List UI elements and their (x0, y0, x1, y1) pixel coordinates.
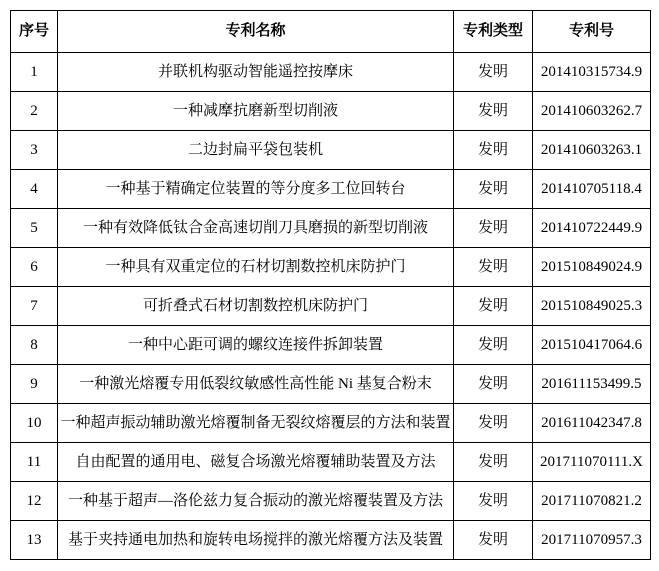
patent-type-cell: 发明 (454, 209, 533, 248)
patent-type-cell: 发明 (454, 482, 533, 521)
header-patent-name: 专利名称 (58, 11, 454, 53)
row-index-cell: 5 (11, 209, 58, 248)
patent-name-cell: 并联机构驱动智能遥控按摩床 (58, 53, 454, 92)
table-row (11, 170, 651, 209)
table-row (11, 326, 651, 365)
patent-name-cell: 一种中心距可调的螺纹连接件拆卸装置 (58, 326, 454, 365)
patent-number-cell: 201611042347.8 (533, 404, 651, 443)
patent-name-cell: 二边封扁平袋包装机 (58, 131, 454, 170)
patent-number-cell: 201410705118.4 (533, 170, 651, 209)
row-index-cell: 10 (11, 404, 58, 443)
patent-name-cell: 基于夹持通电加热和旋转电场搅拌的激光熔覆方法及装置 (58, 521, 454, 560)
patent-type-cell: 发明 (454, 365, 533, 404)
table-row (11, 365, 651, 404)
header-row (11, 11, 651, 53)
patent-type-cell: 发明 (454, 131, 533, 170)
table-body (11, 53, 651, 560)
patent-number-cell: 201611153499.5 (533, 365, 651, 404)
patent-name-cell: 一种基于超声—洛伦兹力复合振动的激光熔覆装置及方法 (58, 482, 454, 521)
patent-number-cell: 201510849024.9 (533, 248, 651, 287)
patent-number-cell: 201510849025.3 (533, 287, 651, 326)
patent-type-cell: 发明 (454, 248, 533, 287)
patent-name-cell: 一种具有双重定位的石材切割数控机床防护门 (58, 248, 454, 287)
patent-name-cell: 一种超声振动辅助激光熔覆制备无裂纹熔覆层的方法和装置 (58, 404, 454, 443)
patent-type-cell: 发明 (454, 404, 533, 443)
patent-number-cell: 201711070957.3 (533, 521, 651, 560)
row-index-cell: 8 (11, 326, 58, 365)
patent-table (10, 10, 651, 560)
patent-type-cell: 发明 (454, 53, 533, 92)
patent-number-cell: 201410603262.7 (533, 92, 651, 131)
row-index-cell: 7 (11, 287, 58, 326)
table-row (11, 404, 651, 443)
patent-name-cell: 自由配置的通用电、磁复合场激光熔覆辅助装置及方法 (58, 443, 454, 482)
patent-number-cell: 201711070821.2 (533, 482, 651, 521)
patent-name-cell: 一种基于精确定位装置的等分度多工位回转台 (58, 170, 454, 209)
row-index-cell: 2 (11, 92, 58, 131)
patent-number-cell: 201410722449.9 (533, 209, 651, 248)
patent-name-cell: 可折叠式石材切割数控机床防护门 (58, 287, 454, 326)
table-row (11, 482, 651, 521)
row-index-cell: 1 (11, 53, 58, 92)
row-index-cell: 6 (11, 248, 58, 287)
patent-number-cell: 201410315734.9 (533, 53, 651, 92)
patent-number-cell: 201410603263.1 (533, 131, 651, 170)
patent-type-cell: 发明 (454, 170, 533, 209)
row-index-cell: 9 (11, 365, 58, 404)
table-row (11, 92, 651, 131)
patent-type-cell: 发明 (454, 92, 533, 131)
patent-number-cell: 201510417064.6 (533, 326, 651, 365)
patent-type-cell: 发明 (454, 287, 533, 326)
patent-number-cell: 201711070111.X (533, 443, 651, 482)
row-index-cell: 4 (11, 170, 58, 209)
row-index-cell: 11 (11, 443, 58, 482)
patent-table-container (10, 10, 651, 560)
header-index: 序号 (11, 11, 58, 53)
row-index-cell: 13 (11, 521, 58, 560)
table-row (11, 53, 651, 92)
table-row (11, 248, 651, 287)
header-patent-type: 专利类型 (454, 11, 533, 53)
patent-name-cell: 一种有效降低钛合金高速切削刀具磨损的新型切削液 (58, 209, 454, 248)
header-patent-number: 专利号 (533, 11, 651, 53)
patent-name-cell: 一种激光熔覆专用低裂纹敏感性高性能 Ni 基复合粉末 (58, 365, 454, 404)
patent-type-cell: 发明 (454, 521, 533, 560)
patent-name-cell: 一种减摩抗磨新型切削液 (58, 92, 454, 131)
table-row (11, 131, 651, 170)
row-index-cell: 3 (11, 131, 58, 170)
table-row (11, 443, 651, 482)
row-index-cell: 12 (11, 482, 58, 521)
table-row (11, 209, 651, 248)
table-row (11, 287, 651, 326)
patent-type-cell: 发明 (454, 326, 533, 365)
patent-type-cell: 发明 (454, 443, 533, 482)
table-row (11, 521, 651, 560)
